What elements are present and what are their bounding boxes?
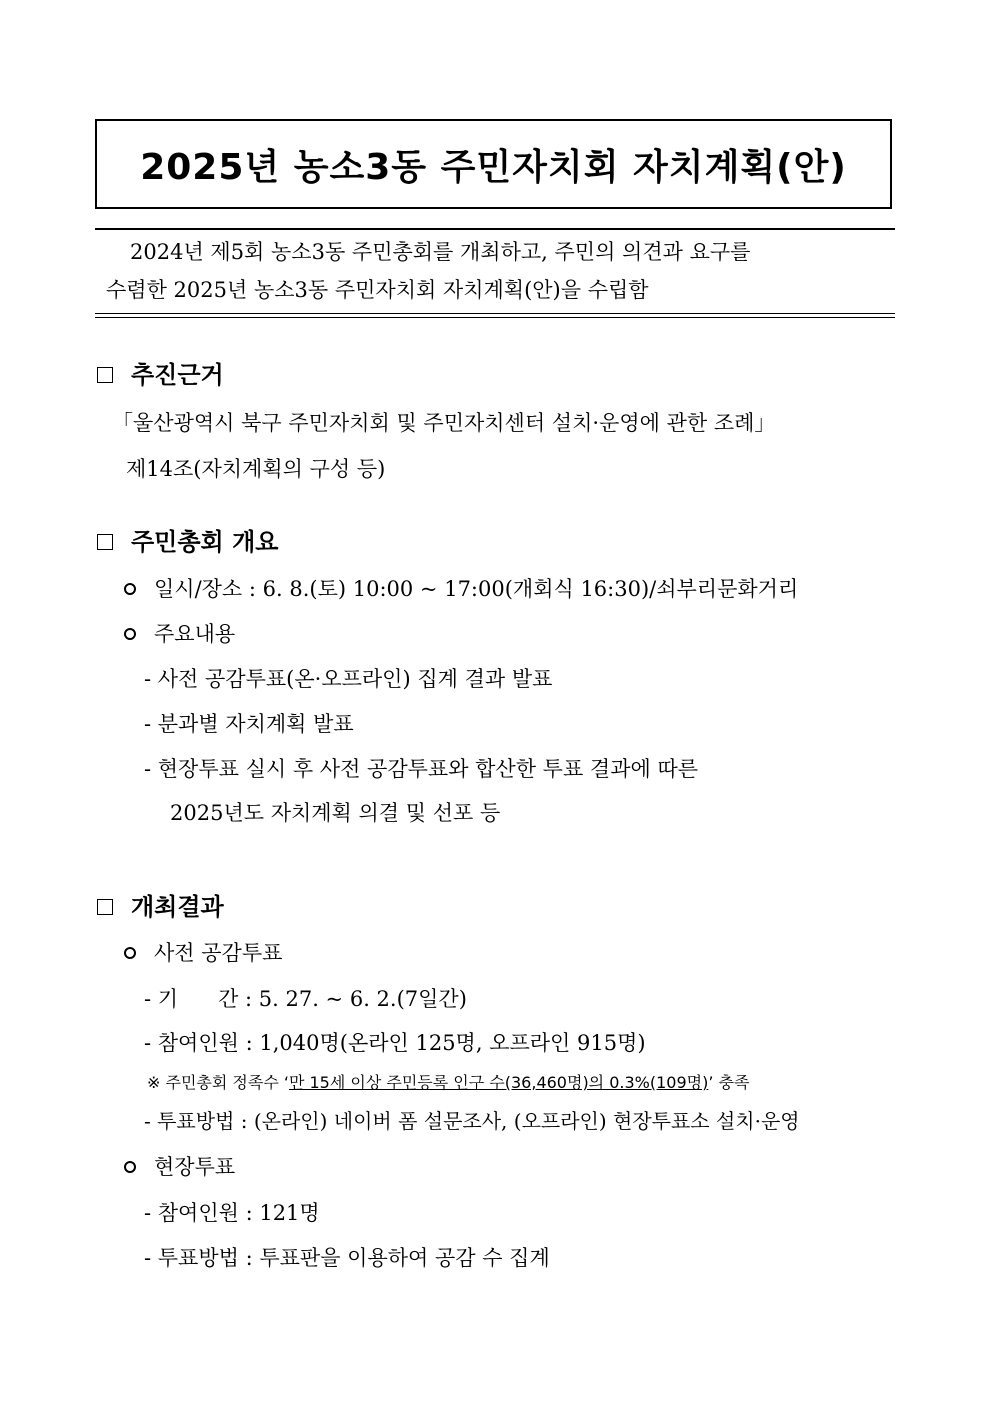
- checkbox-icon: [97, 899, 113, 915]
- summary-line-1: 2024년 제5회 농소3동 주민총회를 개최하고, 주민의 의견과 요구를: [130, 240, 751, 264]
- circle-bullet-icon: [124, 628, 136, 640]
- overview-dash-3: - 현장투표 실시 후 사전 공감투표와 합산한 투표 결과에 따른: [144, 757, 699, 781]
- results-bullet-2-text: 현장투표: [154, 1155, 236, 1179]
- section-heading-text: 개최결과: [131, 893, 224, 921]
- results-participants: - 참여인원 : 1,040명(온라인 125명, 오프라인 915명): [144, 1031, 646, 1055]
- overview-dash-1: - 사전 공감투표(온·오프라인) 집계 결과 발표: [144, 667, 553, 691]
- results-bullet-2: [124, 1157, 235, 1178]
- section-heading-basis: [97, 363, 224, 387]
- results-bullet-1-text: 사전 공감투표: [154, 941, 283, 965]
- results-bullet-1: [124, 943, 282, 964]
- quorum-note: [147, 1075, 749, 1091]
- note-underlined: 만 15세 이상 주민등록 인구 수(36,460명)의 0.3%(109명): [288, 1073, 709, 1092]
- document-title: 2025년 농소3동 주민자치회 자치계획(안): [140, 146, 847, 188]
- results-period: [144, 989, 467, 1010]
- overview-bullet-1: [124, 579, 798, 600]
- overview-dash-3-cont: 2025년도 자치계획 의결 및 선포 등: [170, 801, 501, 825]
- summary-bottom-rule-2: [95, 317, 895, 318]
- overview-bullet-2-text: 주요내용: [154, 622, 236, 646]
- onsite-method: - 투표방법 : 투표판을 이용하여 공감 수 집계: [144, 1246, 550, 1270]
- section-heading-results: [97, 895, 224, 919]
- circle-bullet-icon: [124, 583, 136, 595]
- title-box: [95, 119, 892, 209]
- overview-bullet-2: [124, 624, 235, 645]
- basis-line-2: 제14조(자치계획의 구성 등): [126, 457, 386, 481]
- onsite-participants: - 참여인원 : 121명: [144, 1201, 320, 1225]
- summary-bottom-rule: [95, 313, 895, 314]
- section-heading-text: 주민총회 개요: [131, 528, 279, 556]
- circle-bullet-icon: [124, 1161, 136, 1173]
- summary-top-rule: [95, 228, 895, 230]
- results-method: - 투표방법 : (온라인) 네이버 폼 설문조사, (오프라인) 현장투표소 설치·운영: [144, 1109, 800, 1133]
- summary-line-2: 수렴한 2025년 농소3동 주민자치회 자치계획(안)을 수립함: [106, 278, 649, 302]
- basis-line-1: 「울산광역시 북구 주민자치회 및 주민자치센터 설치·운영에 관한 조례」: [112, 411, 776, 435]
- circle-bullet-icon: [124, 947, 136, 959]
- overview-bullet-1-text: 일시/장소 : 6. 8.(토) 10:00 ~ 17:00(개회식 16:30)/쇠부리문화거리: [154, 577, 799, 601]
- checkbox-icon: [97, 367, 113, 383]
- period-label-b: 간 : 5. 27. ~ 6. 2.(7일간): [218, 987, 467, 1011]
- overview-dash-2: - 분과별 자치계획 발표: [144, 712, 354, 736]
- checkbox-icon: [97, 534, 113, 550]
- section-heading-overview: [97, 530, 278, 554]
- period-label-a: - 기: [144, 987, 179, 1011]
- note-suffix: ’ 충족: [708, 1073, 750, 1092]
- note-prefix: ※ 주민총회 정족수 ‘: [147, 1073, 289, 1092]
- section-heading-text: 추진근거: [131, 361, 224, 389]
